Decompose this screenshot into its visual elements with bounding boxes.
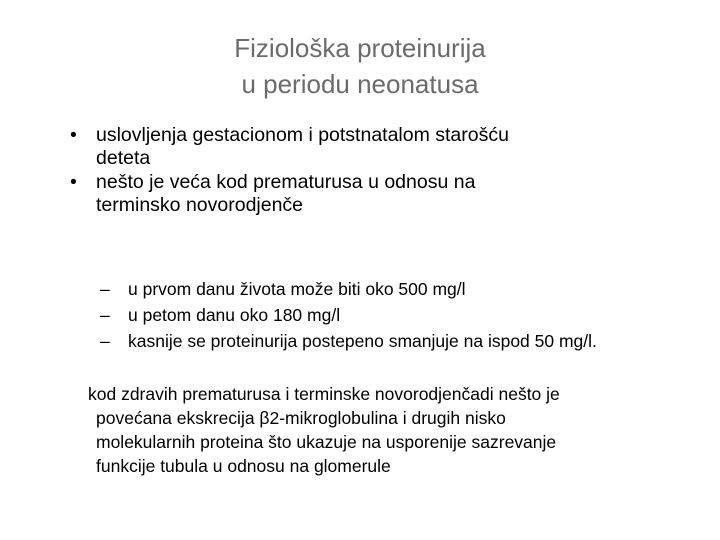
note-line: povećana ekskrecija β2-mikroglobulina i drugih nisko [96, 408, 506, 428]
bullet-icon: • [70, 124, 77, 146]
bullet-text-line: nešto je veća kod prematurusa u odnosu na [96, 171, 476, 193]
note-line: funkcije tubula u odnosu na glomerule [96, 456, 391, 476]
slide-title [160, 30, 560, 102]
sub-bullet-item [100, 328, 700, 354]
sub-bullet-text: u petom danu oko 180 mg/l [128, 305, 341, 325]
sub-bullet-list [100, 276, 700, 354]
bullet-text-line: terminsko novorodjenče [96, 194, 304, 216]
sub-bullet-text: u prvom danu života može biti oko 500 mg/l [128, 279, 466, 299]
bullet-icon: • [70, 171, 77, 193]
note-line: kod zdravih prematurusa i terminske novorodjenčadi nešto je [88, 384, 560, 404]
dash-icon: – [100, 279, 110, 299]
note-line: molekularnih proteina što ukazuje na usporenije sazrevanje [96, 432, 557, 452]
bullet-text-line: uslovljenja gestacionom i potstnatalom starošću [96, 124, 509, 146]
sub-bullet-item [100, 276, 700, 302]
dash-icon: – [100, 331, 110, 351]
sub-bullet-item [100, 302, 700, 328]
dash-icon: – [100, 305, 110, 325]
slide-title-line-1: Fiziološka proteinurija [234, 33, 486, 63]
bullet-item [58, 171, 698, 217]
note-paragraph [88, 382, 688, 478]
slide-title-line-2: u periodu neonatusa [241, 69, 479, 99]
bullet-text-line: deteta [96, 147, 151, 169]
sub-bullet-text: kasnije se proteinurija postepeno smanjuje na ispod 50 mg/l. [128, 331, 597, 351]
bullet-list [58, 124, 698, 218]
bullet-item [58, 124, 698, 170]
